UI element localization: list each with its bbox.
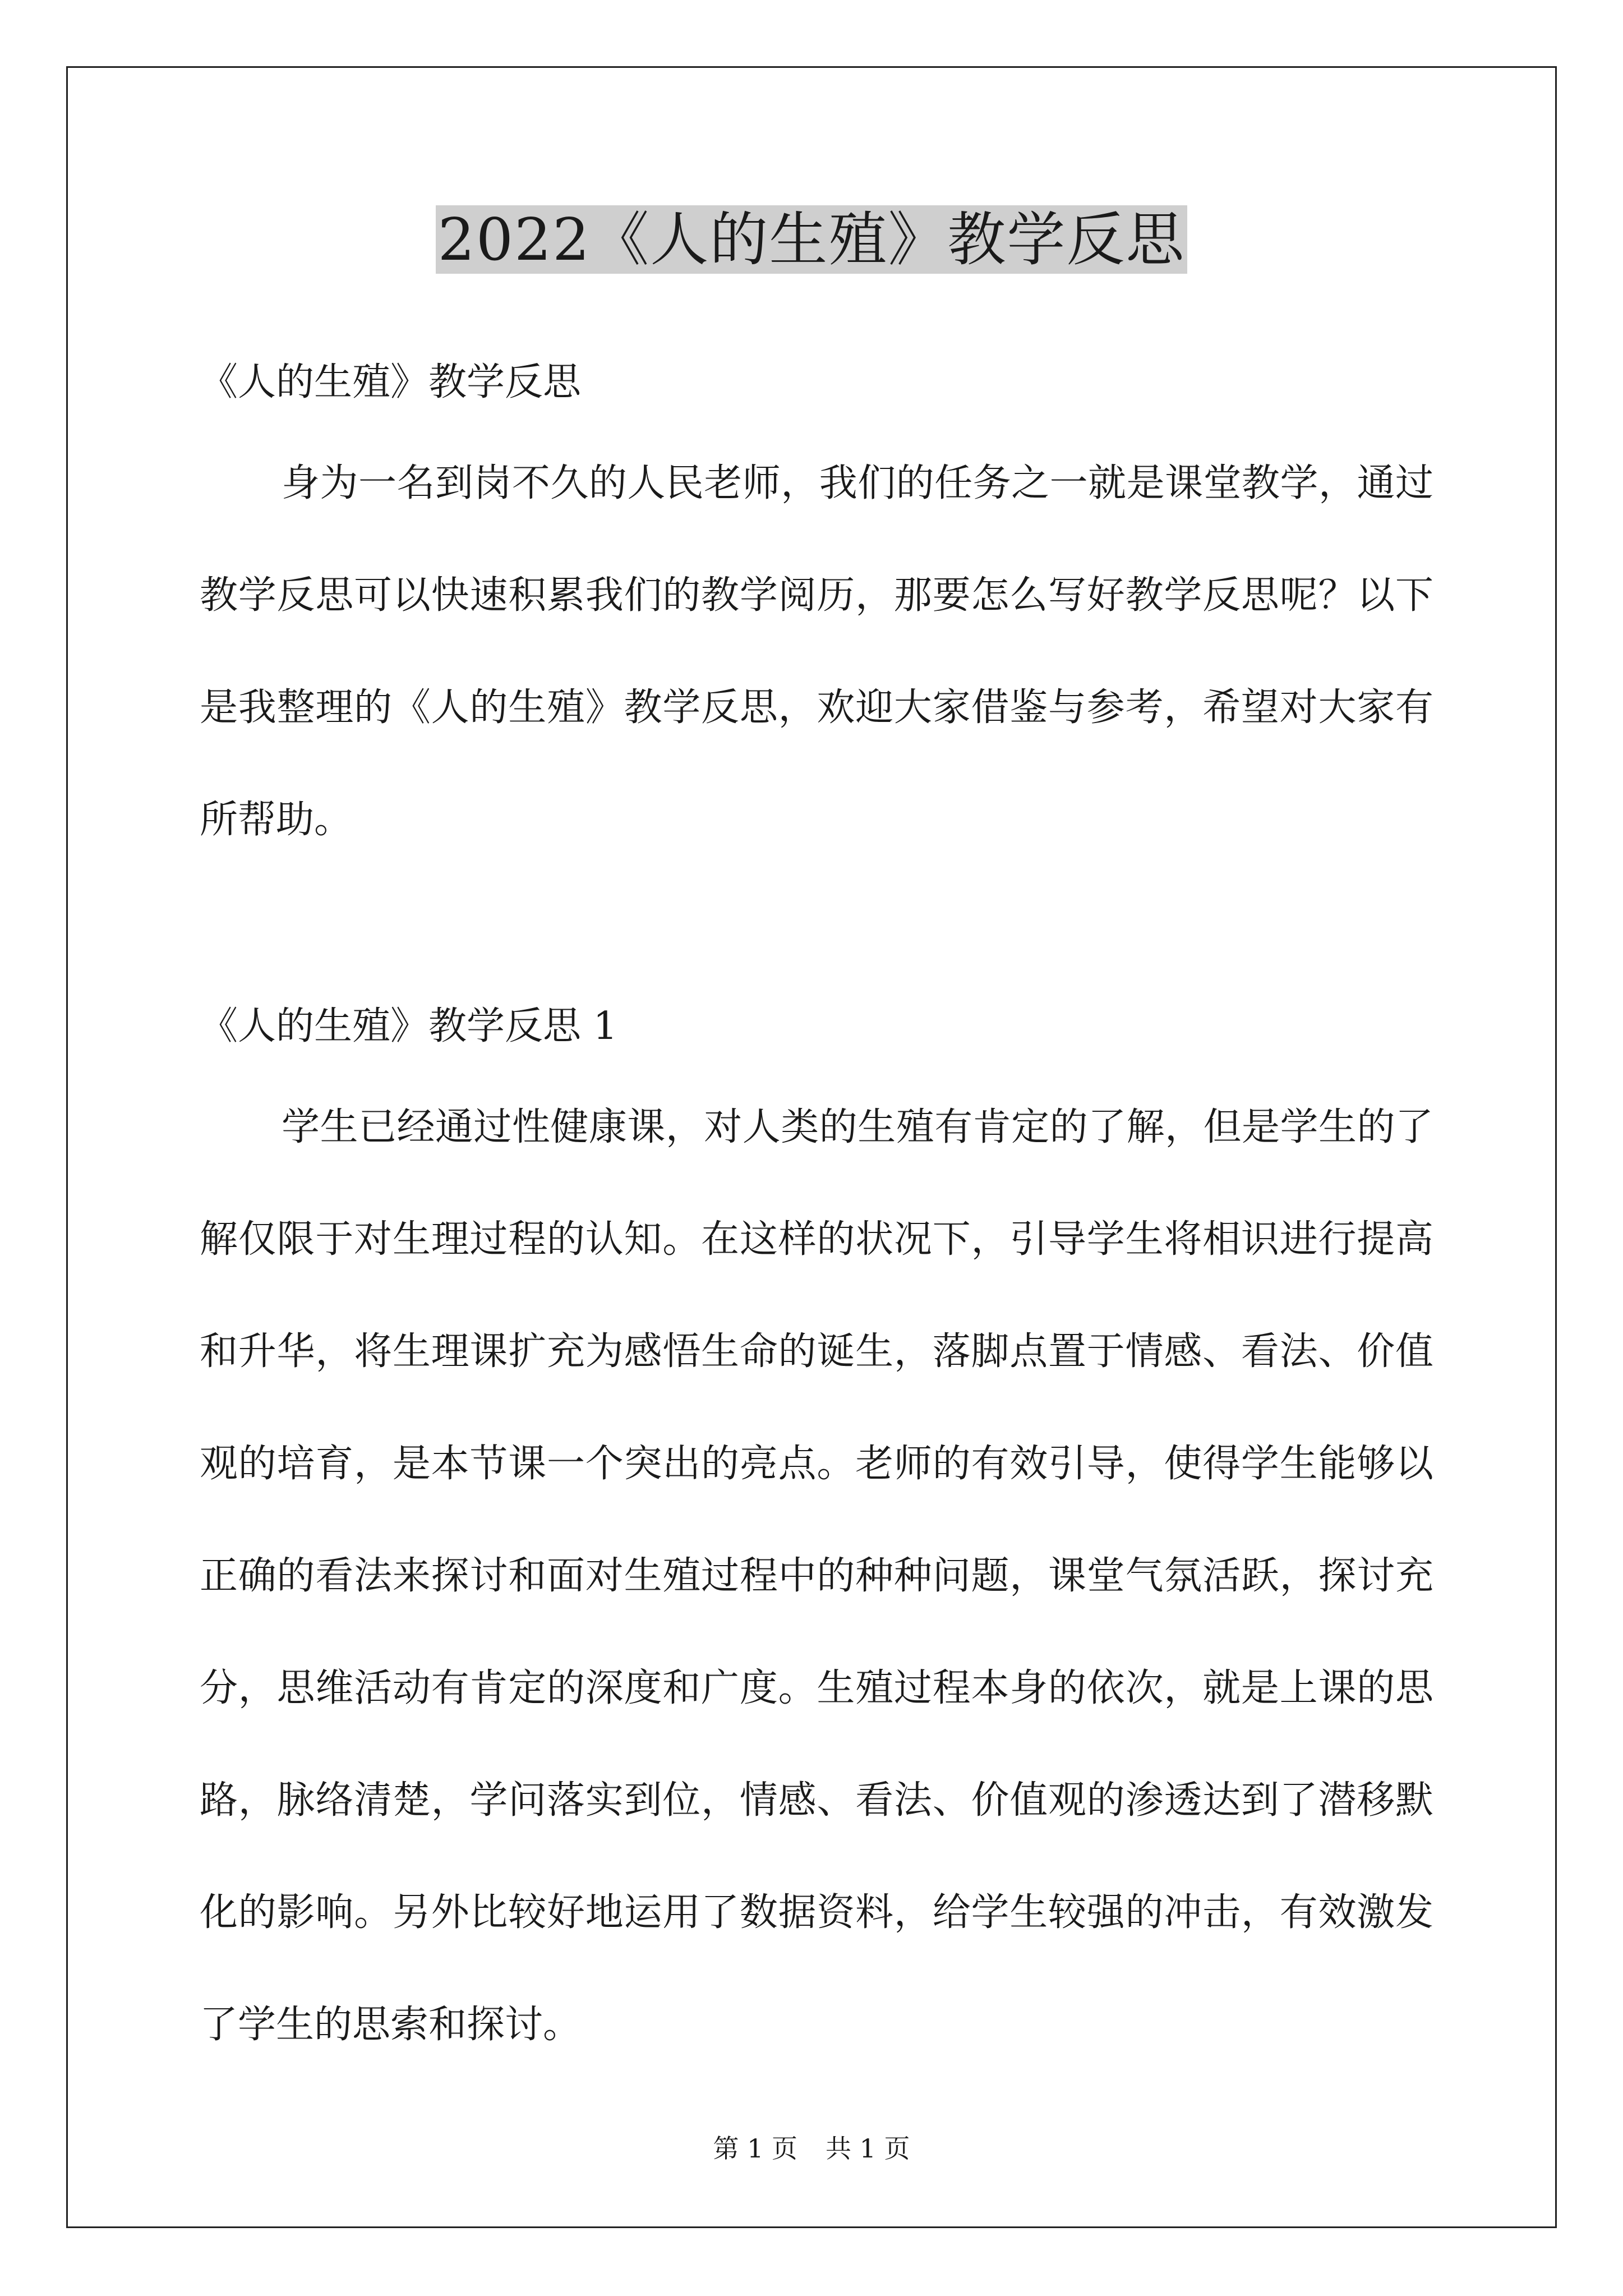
page-footer	[0, 2126, 1623, 2171]
document-title	[0, 197, 1623, 282]
page-number: 第 1 页	[713, 2133, 797, 2164]
section1-paragraph: 学生已经通过性健康课，对人类的生殖有肯定的了解，但是学生的了解仅限于对生理过程的认知。在这样的状况下，引导学生将相识进行提高和升华，将生理课扩充为感悟生命的诞生，落脚点置于情感、看法、价值观的培育，是本节课一个突出的亮点。老师的有效引导，使得学生能够以正确的看法来探讨和面对生殖过程中的种种问题，课堂气氛活跃，探讨充分，思维活动有肯定的深度和广度。生殖过程本身的依次，就是上课的思路，脉络清楚，学问落实到位，情感、看法、价值观的渗透达到了潜移默化的影响。另外比较好地运用了数据资料，给学生较强的冲击，有效激发了学生的思索和探讨。	[200, 1105, 1433, 2047]
section1-heading: 《人的生殖》教学反思 1	[200, 1004, 617, 1048]
page-total: 共 1 页	[826, 2133, 910, 2164]
document-title-text: 2022《人的生殖》教学反思	[436, 205, 1188, 274]
intro-heading: 《人的生殖》教学反思	[200, 360, 582, 404]
intro-paragraph: 身为一名到岗不久的人民老师，我们的任务之一就是课堂教学，通过教学反思可以快速积累我们的教学阅历，那要怎么写好教学反思呢？以下是我整理的《人的生殖》教学反思，欢迎大家借鉴与参考，希望对大家有所帮助。	[200, 461, 1433, 842]
